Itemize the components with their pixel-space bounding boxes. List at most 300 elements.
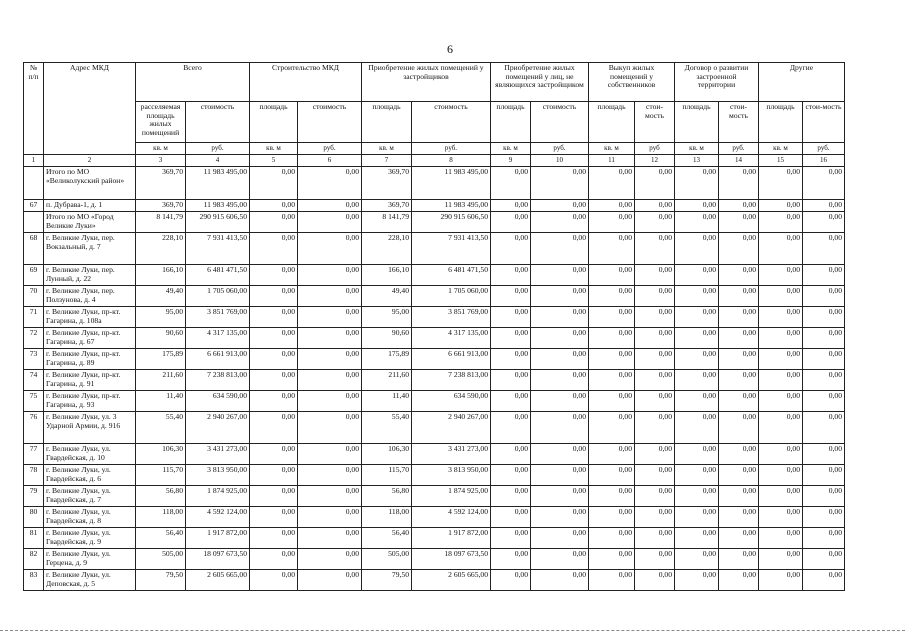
row-value-col-9: 0,00	[491, 444, 531, 465]
header-group-non-developers: Приобретение жилых помещений у лиц, не являющихся застройщиком	[491, 63, 589, 102]
row-value-col-4: 2 940 267,00	[186, 412, 250, 444]
row-value-col-8: 3 851 769,00	[412, 307, 491, 328]
row-value-col-6: 0,00	[298, 444, 362, 465]
column-number-14: 14	[719, 155, 759, 167]
row-value-col-6: 0,00	[298, 570, 362, 591]
row-value-col-15: 0,00	[759, 349, 803, 370]
row-value-col-9: 0,00	[491, 391, 531, 412]
row-value-col-7: 118,00	[362, 507, 412, 528]
row-value-col-11: 0,00	[589, 286, 635, 307]
row-value-col-9: 0,00	[491, 233, 531, 265]
resettlement-table	[23, 62, 845, 591]
row-value-col-12: 0,00	[635, 570, 675, 591]
row-value-col-9: 0,00	[491, 212, 531, 233]
header-unit-8: руб.	[531, 143, 589, 155]
table-row	[24, 328, 845, 349]
row-value-col-3: 369,70	[136, 167, 186, 200]
row-value-col-10: 0,00	[531, 570, 589, 591]
row-value-col-9: 0,00	[491, 167, 531, 200]
header-sub-7: площадь	[491, 102, 531, 143]
row-value-col-13: 0,00	[675, 286, 719, 307]
row-value-col-5: 0,00	[250, 507, 298, 528]
row-value-col-14: 0,00	[719, 167, 759, 200]
row-value-col-12: 0,00	[635, 549, 675, 570]
row-value-col-15: 0,00	[759, 570, 803, 591]
row-value-col-9: 0,00	[491, 307, 531, 328]
row-value-col-4: 7 238 813,00	[186, 370, 250, 391]
row-value-col-11: 0,00	[589, 265, 635, 286]
row-value-col-13: 0,00	[675, 233, 719, 265]
row-value-col-14: 0,00	[719, 391, 759, 412]
row-value-col-12: 0,00	[635, 233, 675, 265]
row-value-col-8: 3 431 273,00	[412, 444, 491, 465]
row-value-col-5: 0,00	[250, 391, 298, 412]
row-value-col-16: 0,00	[803, 412, 845, 444]
row-number: 68	[24, 233, 44, 265]
row-value-col-12: 0,00	[635, 212, 675, 233]
row-value-col-3: 175,89	[136, 349, 186, 370]
row-value-col-16: 0,00	[803, 391, 845, 412]
row-value-col-8: 11 983 495,00	[412, 200, 491, 212]
row-value-col-7: 56,40	[362, 528, 412, 549]
row-value-col-7: 175,89	[362, 349, 412, 370]
row-value-col-8: 11 983 495,00	[412, 167, 491, 200]
table-row	[24, 286, 845, 307]
header-unit-13: кв. м	[759, 143, 803, 155]
row-value-col-12: 0,00	[635, 507, 675, 528]
row-value-col-13: 0,00	[675, 486, 719, 507]
row-value-col-16: 0,00	[803, 486, 845, 507]
row-value-col-12: 0,00	[635, 486, 675, 507]
row-value-col-7: 505,00	[362, 549, 412, 570]
header-sub-10: стои-мость	[635, 102, 675, 143]
row-value-col-12: 0,00	[635, 200, 675, 212]
row-number: 82	[24, 549, 44, 570]
row-value-col-4: 2 605 665,00	[186, 570, 250, 591]
row-value-col-15: 0,00	[759, 486, 803, 507]
row-value-col-16: 0,00	[803, 328, 845, 349]
row-value-col-10: 0,00	[531, 328, 589, 349]
row-value-col-10: 0,00	[531, 212, 589, 233]
row-number: 77	[24, 444, 44, 465]
row-value-col-9: 0,00	[491, 370, 531, 391]
header-column-numbers	[24, 155, 845, 167]
row-address: г. Великие Луки, ул. Герцена, д. 9	[44, 549, 136, 570]
row-value-col-13: 0,00	[675, 307, 719, 328]
row-address: г. Великие Луки, пр-кт. Гагарина, д. 89	[44, 349, 136, 370]
row-address: Итого по МО «Великолукский район»	[44, 167, 136, 200]
row-value-col-8: 4 317 135,00	[412, 328, 491, 349]
row-value-col-4: 3 813 950,00	[186, 465, 250, 486]
row-value-col-10: 0,00	[531, 370, 589, 391]
row-value-col-12: 0,00	[635, 328, 675, 349]
row-value-col-11: 0,00	[589, 549, 635, 570]
row-value-col-3: 49,40	[136, 286, 186, 307]
row-value-col-12: 0,00	[635, 349, 675, 370]
page-bottom-edge	[0, 630, 905, 631]
header-sub-4: стоимость	[298, 102, 362, 143]
row-value-col-8: 4 592 124,00	[412, 507, 491, 528]
row-value-col-13: 0,00	[675, 570, 719, 591]
row-value-col-11: 0,00	[589, 486, 635, 507]
header-sub-1: расселяемая площадь жилых помещений	[136, 102, 186, 143]
row-value-col-8: 634 590,00	[412, 391, 491, 412]
row-value-col-15: 0,00	[759, 265, 803, 286]
row-value-col-14: 0,00	[719, 486, 759, 507]
row-address: г. Великие Луки, ул. Гвардейская, д. 8	[44, 507, 136, 528]
row-number: 70	[24, 286, 44, 307]
row-value-col-5: 0,00	[250, 286, 298, 307]
row-value-col-3: 11,40	[136, 391, 186, 412]
table-row	[24, 486, 845, 507]
header-no: № п/п	[24, 63, 44, 155]
row-value-col-10: 0,00	[531, 265, 589, 286]
row-value-col-5: 0,00	[250, 212, 298, 233]
row-value-col-16: 0,00	[803, 167, 845, 200]
header-sub-14: стои-мость	[803, 102, 845, 143]
row-value-col-13: 0,00	[675, 167, 719, 200]
row-value-col-6: 0,00	[298, 167, 362, 200]
row-value-col-8: 6 481 471,50	[412, 265, 491, 286]
row-value-col-6: 0,00	[298, 391, 362, 412]
header-sub-3: площадь	[250, 102, 298, 143]
header-unit-10: руб	[635, 143, 675, 155]
row-value-col-4: 11 983 495,00	[186, 167, 250, 200]
row-value-col-15: 0,00	[759, 507, 803, 528]
row-value-col-10: 0,00	[531, 286, 589, 307]
table-row	[24, 212, 845, 233]
row-value-col-14: 0,00	[719, 233, 759, 265]
row-value-col-3: 211,60	[136, 370, 186, 391]
column-number-13: 13	[675, 155, 719, 167]
header-group-buyout: Выкуп жилых помещений у собственников	[589, 63, 675, 102]
row-value-col-11: 0,00	[589, 167, 635, 200]
row-value-col-7: 11,40	[362, 391, 412, 412]
header-unit-6: руб.	[412, 143, 491, 155]
row-value-col-7: 369,70	[362, 200, 412, 212]
table-header	[24, 63, 845, 167]
row-value-col-13: 0,00	[675, 265, 719, 286]
row-number: 75	[24, 391, 44, 412]
row-value-col-4: 4 592 124,00	[186, 507, 250, 528]
row-value-col-5: 0,00	[250, 233, 298, 265]
row-value-col-14: 0,00	[719, 370, 759, 391]
header-sub-13: площадь	[759, 102, 803, 143]
column-number-15: 15	[759, 155, 803, 167]
row-value-col-7: 49,40	[362, 286, 412, 307]
row-value-col-6: 0,00	[298, 528, 362, 549]
row-value-col-10: 0,00	[531, 528, 589, 549]
row-value-col-14: 0,00	[719, 328, 759, 349]
row-value-col-5: 0,00	[250, 265, 298, 286]
row-value-col-7: 8 141,79	[362, 212, 412, 233]
header-unit-11: кв. м	[675, 143, 719, 155]
row-value-col-6: 0,00	[298, 465, 362, 486]
row-number: 67	[24, 200, 44, 212]
row-value-col-16: 0,00	[803, 349, 845, 370]
header-unit-12: руб.	[719, 143, 759, 155]
table-row	[24, 167, 845, 200]
row-value-col-10: 0,00	[531, 307, 589, 328]
row-value-col-16: 0,00	[803, 307, 845, 328]
row-value-col-9: 0,00	[491, 349, 531, 370]
row-value-col-16: 0,00	[803, 507, 845, 528]
row-value-col-10: 0,00	[531, 167, 589, 200]
row-value-col-16: 0,00	[803, 444, 845, 465]
row-value-col-13: 0,00	[675, 444, 719, 465]
table-body	[24, 167, 845, 591]
row-value-col-7: 90,60	[362, 328, 412, 349]
row-value-col-8: 18 097 673,50	[412, 549, 491, 570]
table-row	[24, 349, 845, 370]
row-value-col-5: 0,00	[250, 528, 298, 549]
row-value-col-5: 0,00	[250, 570, 298, 591]
header-unit-14: руб.	[803, 143, 845, 155]
column-number-16: 16	[803, 155, 845, 167]
row-address: п. Дубрава-1, д. 1	[44, 200, 136, 212]
row-value-col-10: 0,00	[531, 486, 589, 507]
row-value-col-14: 0,00	[719, 570, 759, 591]
row-value-col-10: 0,00	[531, 507, 589, 528]
header-group-total: Всего	[136, 63, 250, 102]
row-value-col-15: 0,00	[759, 370, 803, 391]
row-value-col-5: 0,00	[250, 412, 298, 444]
row-value-col-4: 11 983 495,00	[186, 200, 250, 212]
row-value-col-15: 0,00	[759, 549, 803, 570]
row-value-col-16: 0,00	[803, 233, 845, 265]
row-value-col-13: 0,00	[675, 549, 719, 570]
row-address: Итого по МО «Город Великие Луки»	[44, 212, 136, 233]
row-value-col-12: 0,00	[635, 465, 675, 486]
row-number: 74	[24, 370, 44, 391]
row-number: 78	[24, 465, 44, 486]
row-value-col-15: 0,00	[759, 444, 803, 465]
row-value-col-14: 0,00	[719, 212, 759, 233]
row-value-col-3: 90,60	[136, 328, 186, 349]
row-value-col-15: 0,00	[759, 465, 803, 486]
row-value-col-10: 0,00	[531, 549, 589, 570]
row-address: г. Великие Луки, пер. Вокзальный, д. 7	[44, 233, 136, 265]
row-number: 79	[24, 486, 44, 507]
row-value-col-5: 0,00	[250, 444, 298, 465]
row-value-col-5: 0,00	[250, 328, 298, 349]
row-value-col-15: 0,00	[759, 200, 803, 212]
row-value-col-11: 0,00	[589, 465, 635, 486]
row-value-col-6: 0,00	[298, 549, 362, 570]
row-value-col-9: 0,00	[491, 286, 531, 307]
row-number: 83	[24, 570, 44, 591]
table-row	[24, 507, 845, 528]
row-value-col-14: 0,00	[719, 549, 759, 570]
row-value-col-6: 0,00	[298, 200, 362, 212]
row-address: г. Великие Луки, ул. Гвардейская, д. 10	[44, 444, 136, 465]
row-value-col-11: 0,00	[589, 507, 635, 528]
row-value-col-8: 290 915 606,50	[412, 212, 491, 233]
header-group-construction: Строительство МКД	[250, 63, 362, 102]
row-number: 81	[24, 528, 44, 549]
row-value-col-12: 0,00	[635, 265, 675, 286]
row-value-col-16: 0,00	[803, 265, 845, 286]
column-number-6: 6	[298, 155, 362, 167]
row-value-col-7: 211,60	[362, 370, 412, 391]
column-number-10: 10	[531, 155, 589, 167]
row-value-col-15: 0,00	[759, 212, 803, 233]
column-number-7: 7	[362, 155, 412, 167]
row-value-col-10: 0,00	[531, 465, 589, 486]
row-value-col-3: 166,10	[136, 265, 186, 286]
header-unit-5: кв. м	[362, 143, 412, 155]
row-value-col-3: 79,50	[136, 570, 186, 591]
row-value-col-15: 0,00	[759, 412, 803, 444]
table-row	[24, 412, 845, 444]
row-value-col-12: 0,00	[635, 167, 675, 200]
header-sub-12: стои-мость	[719, 102, 759, 143]
table-row	[24, 370, 845, 391]
row-value-col-11: 0,00	[589, 370, 635, 391]
row-value-col-8: 7 238 813,00	[412, 370, 491, 391]
row-value-col-11: 0,00	[589, 349, 635, 370]
header-sub-8: стоимость	[531, 102, 589, 143]
header-sub-2: стоимость	[186, 102, 250, 143]
row-value-col-8: 2 605 665,00	[412, 570, 491, 591]
row-number	[24, 167, 44, 200]
column-number-12: 12	[635, 155, 675, 167]
page-number: 6	[447, 42, 453, 56]
row-value-col-5: 0,00	[250, 349, 298, 370]
table-row	[24, 307, 845, 328]
row-value-col-15: 0,00	[759, 528, 803, 549]
row-value-col-13: 0,00	[675, 391, 719, 412]
row-value-col-5: 0,00	[250, 465, 298, 486]
row-value-col-4: 3 431 273,00	[186, 444, 250, 465]
row-address: г. Великие Луки, ул. Гвардейская, д. 7	[44, 486, 136, 507]
column-number-3: 3	[136, 155, 186, 167]
row-value-col-9: 0,00	[491, 265, 531, 286]
row-value-col-4: 634 590,00	[186, 391, 250, 412]
row-value-col-3: 115,70	[136, 465, 186, 486]
row-value-col-12: 0,00	[635, 286, 675, 307]
header-sub-11: площадь	[675, 102, 719, 143]
row-value-col-9: 0,00	[491, 465, 531, 486]
row-value-col-16: 0,00	[803, 549, 845, 570]
row-value-col-12: 0,00	[635, 444, 675, 465]
row-value-col-11: 0,00	[589, 444, 635, 465]
row-value-col-6: 0,00	[298, 233, 362, 265]
row-number: 72	[24, 328, 44, 349]
row-value-col-11: 0,00	[589, 412, 635, 444]
row-value-col-9: 0,00	[491, 486, 531, 507]
column-number-9: 9	[491, 155, 531, 167]
row-number: 69	[24, 265, 44, 286]
header-unit-3: кв. м	[250, 143, 298, 155]
row-value-col-5: 0,00	[250, 370, 298, 391]
header-address: Адрес МКД	[44, 63, 136, 155]
row-number: 73	[24, 349, 44, 370]
row-value-col-5: 0,00	[250, 486, 298, 507]
row-value-col-16: 0,00	[803, 286, 845, 307]
row-value-col-4: 3 851 769,00	[186, 307, 250, 328]
row-value-col-15: 0,00	[759, 167, 803, 200]
row-value-col-8: 3 813 950,00	[412, 465, 491, 486]
row-value-col-12: 0,00	[635, 370, 675, 391]
row-value-col-12: 0,00	[635, 528, 675, 549]
row-value-col-12: 0,00	[635, 391, 675, 412]
row-value-col-6: 0,00	[298, 265, 362, 286]
row-address: г. Великие Луки, пр-кт. Гагарина, д. 108а	[44, 307, 136, 328]
table-row	[24, 265, 845, 286]
row-value-col-16: 0,00	[803, 370, 845, 391]
row-value-col-4: 1 705 060,00	[186, 286, 250, 307]
row-value-col-3: 505,00	[136, 549, 186, 570]
row-number: 76	[24, 412, 44, 444]
row-value-col-3: 118,00	[136, 507, 186, 528]
row-value-col-4: 7 931 413,50	[186, 233, 250, 265]
row-value-col-3: 228,10	[136, 233, 186, 265]
header-unit-4: руб.	[298, 143, 362, 155]
row-value-col-14: 0,00	[719, 507, 759, 528]
row-value-col-16: 0,00	[803, 570, 845, 591]
row-value-col-7: 95,00	[362, 307, 412, 328]
row-value-col-6: 0,00	[298, 328, 362, 349]
row-value-col-16: 0,00	[803, 528, 845, 549]
column-number-4: 4	[186, 155, 250, 167]
row-value-col-4: 4 317 135,00	[186, 328, 250, 349]
row-value-col-6: 0,00	[298, 349, 362, 370]
row-value-col-4: 1 874 925,00	[186, 486, 250, 507]
row-value-col-7: 79,50	[362, 570, 412, 591]
row-value-col-7: 106,30	[362, 444, 412, 465]
row-value-col-10: 0,00	[531, 349, 589, 370]
row-value-col-13: 0,00	[675, 349, 719, 370]
header-sub-5: площадь	[362, 102, 412, 143]
row-value-col-4: 6 661 913,00	[186, 349, 250, 370]
row-address: г. Великие Луки, пр-кт. Гагарина, д. 93	[44, 391, 136, 412]
header-sub-6: стоимость	[412, 102, 491, 143]
row-value-col-3: 106,30	[136, 444, 186, 465]
row-value-col-15: 0,00	[759, 307, 803, 328]
row-value-col-9: 0,00	[491, 528, 531, 549]
row-value-col-7: 56,80	[362, 486, 412, 507]
row-value-col-6: 0,00	[298, 286, 362, 307]
row-value-col-13: 0,00	[675, 200, 719, 212]
table-row	[24, 233, 845, 265]
row-value-col-8: 1 705 060,00	[412, 286, 491, 307]
row-address: г. Великие Луки, пер. Лунный, д. 22	[44, 265, 136, 286]
row-value-col-4: 1 917 872,00	[186, 528, 250, 549]
column-number-11: 11	[589, 155, 635, 167]
row-value-col-8: 7 931 413,50	[412, 233, 491, 265]
row-value-col-9: 0,00	[491, 328, 531, 349]
row-value-col-13: 0,00	[675, 370, 719, 391]
row-value-col-12: 0,00	[635, 307, 675, 328]
row-value-col-10: 0,00	[531, 412, 589, 444]
table-row	[24, 528, 845, 549]
column-number-1: 1	[24, 155, 44, 167]
row-number: 80	[24, 507, 44, 528]
row-value-col-11: 0,00	[589, 328, 635, 349]
row-value-col-5: 0,00	[250, 200, 298, 212]
row-value-col-14: 0,00	[719, 200, 759, 212]
row-value-col-10: 0,00	[531, 200, 589, 212]
row-value-col-8: 1 917 872,00	[412, 528, 491, 549]
table-row	[24, 549, 845, 570]
header-unit-2: руб.	[186, 143, 250, 155]
table-row	[24, 465, 845, 486]
row-value-col-15: 0,00	[759, 233, 803, 265]
row-value-col-14: 0,00	[719, 528, 759, 549]
row-address: г. Великие Луки, ул. Деповская, д. 5	[44, 570, 136, 591]
row-value-col-14: 0,00	[719, 444, 759, 465]
